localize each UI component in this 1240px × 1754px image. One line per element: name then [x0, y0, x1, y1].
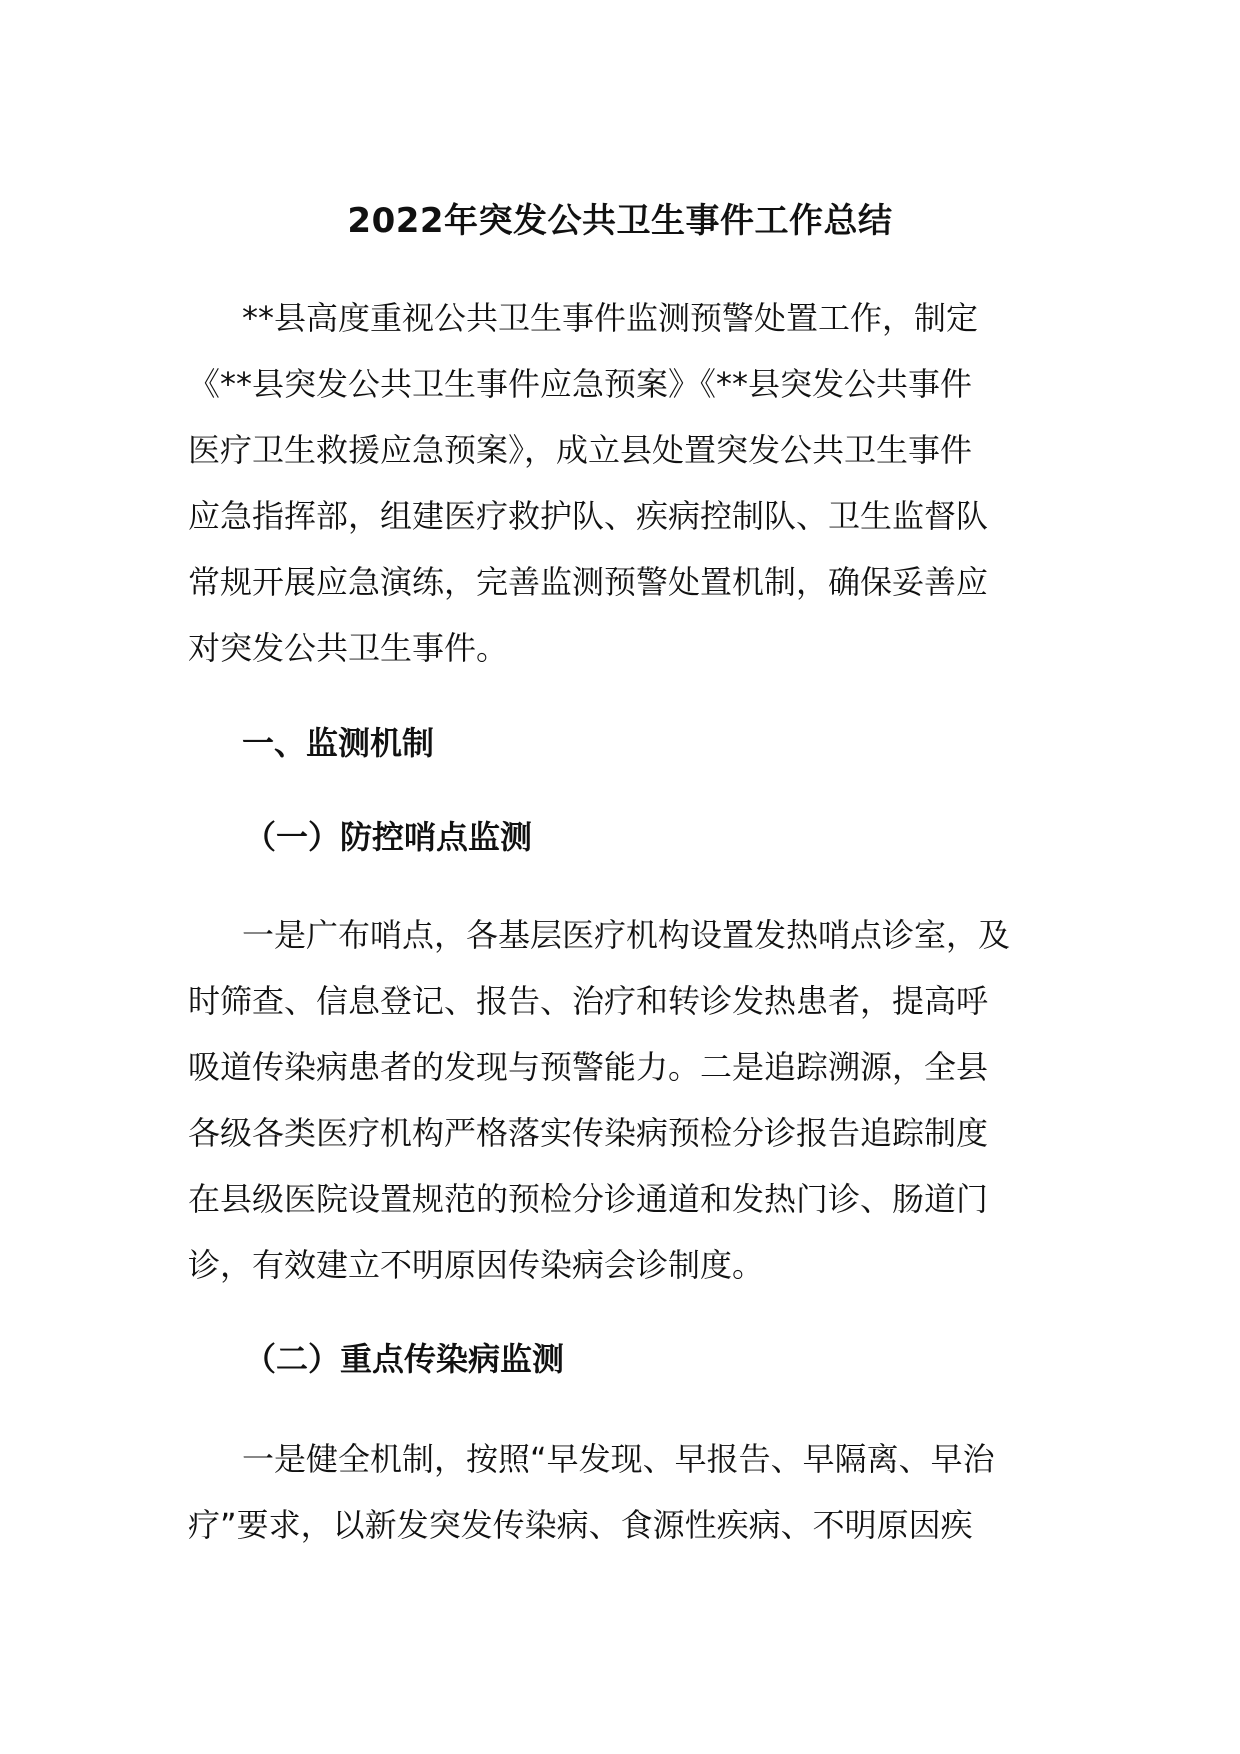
paragraph-line: 《**县突发公共卫生事件应急预案》《**县突发公共事件	[188, 365, 973, 403]
paragraph-line: 一是广布哨点，各基层医疗机构设置发热哨点诊室，及	[242, 916, 1011, 954]
paragraph-line: 吸道传染病患者的发现与预警能力。二是追踪溯源，全县	[188, 1048, 989, 1086]
paragraph-line: 应急指挥部，组建医疗救护队、疾病控制队、卫生监督队	[188, 497, 989, 535]
paragraph-line: **县高度重视公共卫生事件监测预警处置工作，制定	[242, 299, 979, 337]
paragraph-line: 诊，有效建立不明原因传染病会诊制度。	[188, 1246, 765, 1284]
intro-paragraph	[188, 285, 988, 681]
paragraph-line: 常规开展应急演练，完善监测预警处置机制，确保妥善应	[188, 563, 989, 601]
paragraph-line: 各级各类医疗机构严格落实传染病预检分诊报告追踪制度	[188, 1114, 989, 1152]
paragraph-line: 医疗卫生救援应急预案》，成立县处置突发公共卫生事件	[188, 431, 973, 469]
paragraph-line: 时筛查、信息登记、报告、治疗和转诊发热患者，提高呼	[188, 982, 989, 1020]
paragraph-line: 对突发公共卫生事件。	[188, 629, 509, 667]
paragraph-line: 一是健全机制，按照“早发现、早报告、早隔离、早治	[242, 1440, 995, 1478]
subsection-heading: （一）防控哨点监测	[244, 818, 533, 856]
infectious-disease-paragraph	[188, 1426, 995, 1558]
section-heading: 一、监测机制	[242, 724, 435, 762]
paragraph-line: 在县级医院设置规范的预检分诊通道和发热门诊、肠道门	[188, 1180, 989, 1218]
sentinel-monitoring-paragraph	[188, 902, 1010, 1298]
subsection-heading: （二）重点传染病监测	[244, 1340, 565, 1378]
paragraph-line: 疗”要求，以新发突发传染病、食源性疾病、不明原因疾	[188, 1506, 973, 1544]
document-title: 2022年突发公共卫生事件工作总结	[347, 201, 893, 241]
